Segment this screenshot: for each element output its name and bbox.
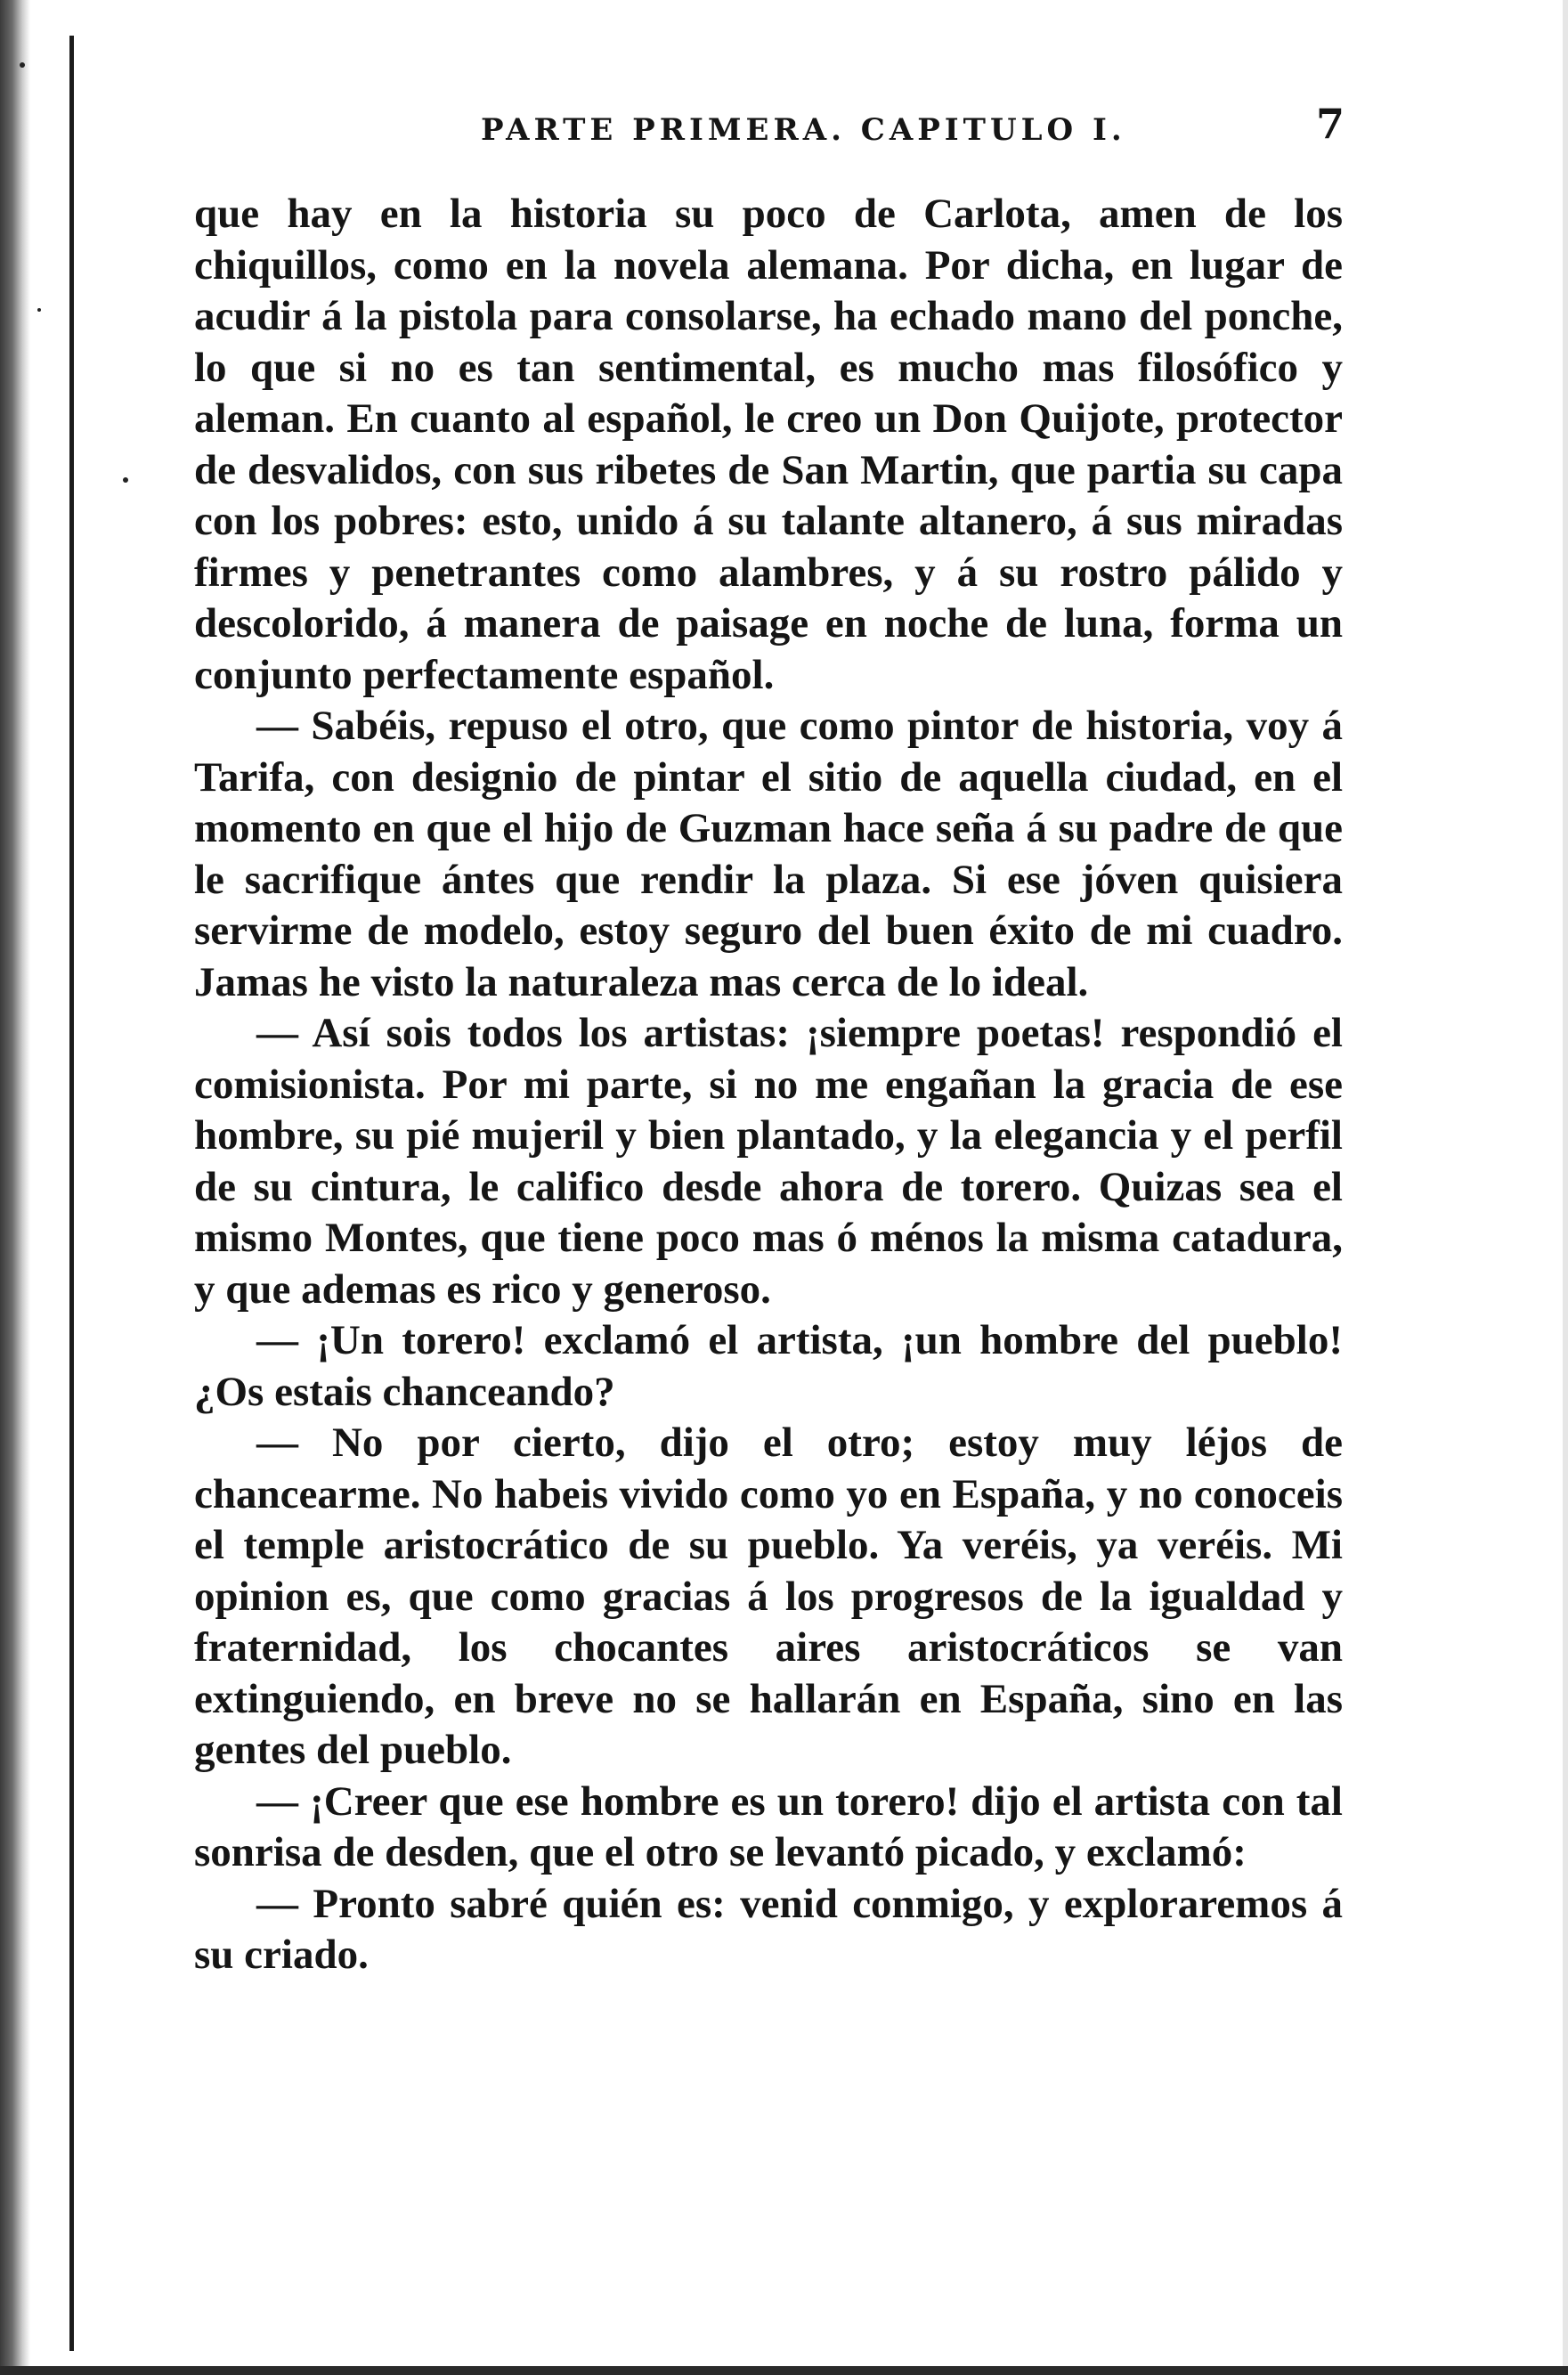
page-number: 7 (1316, 100, 1345, 148)
paragraph: — ¡Un torero! exclamó el artista, ¡un hombre del pueblo! ¿Os estais chanceando? (194, 1317, 1343, 1415)
paragraph: — No por cierto, dijo el otro; estoy muy léjos de chancearme. No habeis vivido como yo en España, y no conoceis el temple aristocrático de su pueblo. Ya veréis, ya veréis. Mi opinion es, que como gracias á los progresos de la igualdad y fraternidad, los chocantes aires aristocráticos se van extinguiendo, en breve no se hallarán en España, sino en las gentes del pueblo. (194, 1419, 1343, 1773)
running-head: PARTE PRIMERA. CAPITULO I. (481, 112, 1126, 148)
scan-speck (123, 477, 128, 483)
paragraph: — Sabéis, repuso el otro, que como pintor de historia, voy á Tarifa, con designio de pintar el sitio de aquella ciudad, en el momento en que el hijo de Guzman hace seña á su padre de que le sacrifique ántes que rendir la plaza. Si ese jóven quisiera servirme de modelo, estoy seguro del buen éxito de mi cuadro. Jamas he visto la naturaleza mas cerca de lo ideal. (194, 703, 1343, 1005)
page-edge-line (69, 36, 74, 2351)
scan-speck (20, 62, 25, 68)
body-text (194, 189, 1343, 1981)
paragraph: — Así sois todos los artistas: ¡siempre poetas! respondió el comisionista. Por mi parte, si no me engañan la gracia de ese hombre, su pié mujeril y bien plantado, y la elegancia y el perfil de su cintura, le califico desde ahora de torero. Quizas sea el mismo Montes, que tiene poco mas ó ménos la misma catadura, y que ademas es rico y generoso. (194, 1010, 1343, 1313)
paragraph: que hay en la historia su poco de Carlota, amen de los chiquillos, como en la novela alemana. Por dicha, en lugar de acudir á la pistola para consolarse, ha echado mano del ponche, lo que si no es tan sentimental, es mucho mas filosófico y aleman. En cuanto al español, le creo un Don Quijote, protector de desvalidos, con sus ribetes de San Martin, que partia su capa con los pobres: esto, unido á su talante altanero, á sus miradas firmes y penetrantes como alambres, y á su rostro pálido y descolorido, á manera de paisage en noche de luna, forma un conjunto perfectamente español. (194, 191, 1343, 698)
scan-speck (37, 308, 41, 312)
scan-binding-shadow (0, 0, 30, 2375)
paragraph: — Pronto sabré quién es: venid conmigo, y exploraremos á su criado. (194, 1880, 1343, 1978)
scan-bottom-edge (0, 2366, 1568, 2375)
paragraph: — ¡Creer que ese hombre es un torero! dijo el artista con tal sonrisa de desden, que el otro se levantó picado, y exclamó: (194, 1777, 1343, 1875)
scan-right-edge (1563, 0, 1568, 2375)
